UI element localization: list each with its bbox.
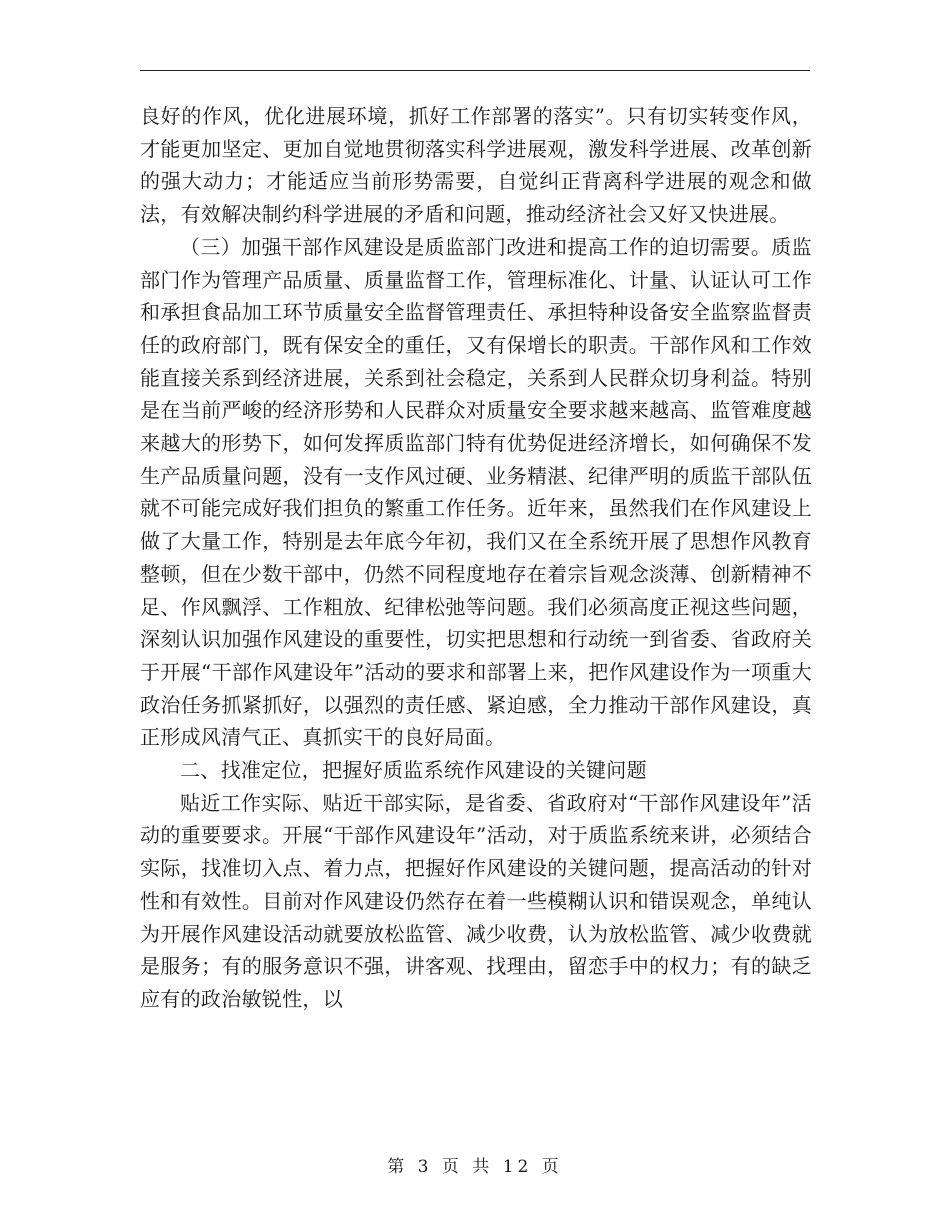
header-rule <box>140 70 810 71</box>
document-body <box>140 100 812 1016</box>
body-paragraph-3: 贴近工作实际、贴近干部实际，是省委、省政府对“干部作风建设年”活动的重要要求。开展“干部作风建设年”活动，对于质监系统来讲，必须结合实际，找准切入点、着力点，把握好作风建设的关键问题，提高活动的针对性和有效性。目前对作风建设仍然存在着一些模糊认识和错误观念，单纯认为开展作风建设活动就要放松监管、减少收费，认为放松监管、减少收费就是服务；有的服务意识不强，讲客观、找理由，留恋手中的权力；有的缺乏应有的政治敏锐性，以 <box>140 790 812 1011</box>
section-heading: 二、找准定位，把握好质监系统作风建设的关键问题 <box>180 758 647 783</box>
page-number-footer: 第 3 页 共 12 页 <box>387 1157 563 1177</box>
body-paragraph-1: 良好的作风，优化进展环境，抓好工作部署的落实”。只有切实转变作风，才能更加坚定、更加自觉地贯彻落实科学进展观，激发科学进展、改革创新的强大动力；才能适应当前形势需要，自觉纠正背离科学进展的观念和做法，有效解决制约科学进展的矛盾和问题，推动经济社会又好又快进展。 <box>140 104 812 227</box>
body-paragraph-2: （三）加强干部作风建设是质监部门改进和提高工作的迫切需要。质监部门作为管理产品质量、质量监督工作，管理标准化、计量、认证认可工作和承担食品加工环节质量安全监督管理责任、承担特种设备安全监察监督责任的政府部门，既有保安全的重任，又有保增长的职责。干部作风和工作效能直接关系到经济进展，关系到社会稳定，关系到人民群众切身利益。特别是在当前严峻的经济形势和人民群众对质量安全要求越来越高、监管难度越来越大的形势下，如何发挥质监部门特有优势促进经济增长，如何确保不发生产品质量问题，没有一支作风过硬、业务精湛、纪律严明的质监干部队伍就不可能完成好我们担负的繁重工作任务。近年来，虽然我们在作风建设上做了大量工作，特别是去年底今年初，我们又在全系统开展了思想作风教育整顿，但在少数干部中，仍然不同程度地存在着宗旨观念淡薄、创新精神不足、作风飘浮、工作粗放、纪律松弛等问题。我们必须高度正视这些问题，深刻认识加强作风建设的重要性，切实把思想和行动统一到省委、省政府关于开展“干部作风建设年”活动的要求和部署上来，把作风建设作为一项重大政治任务抓紧抓好，以强烈的责任感、紧迫感，全力推动干部作风建设，真正形成风清气正、真抓实干的良好局面。 <box>140 234 812 750</box>
